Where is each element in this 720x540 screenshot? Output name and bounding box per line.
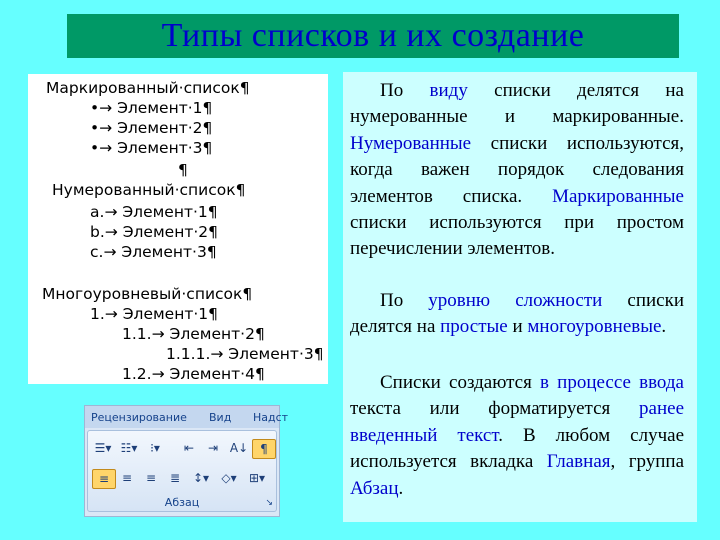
paragraph-group-body <box>87 430 277 512</box>
shading-button[interactable]: ◇▾ <box>221 471 237 485</box>
list-item <box>166 344 324 364</box>
list-item-text: → Элемент·4¶ <box>151 365 265 383</box>
dialog-launcher-icon[interactable]: ↘ <box>265 498 273 508</box>
bullet-marker: • <box>90 139 100 157</box>
increase-indent-button[interactable]: ⇥ <box>207 441 219 455</box>
paragraph-list-creation <box>350 370 684 502</box>
bullets-button[interactable]: ☰▾ <box>94 441 112 455</box>
text-segment: , группа <box>610 451 684 473</box>
borders-button[interactable]: ⊞▾ <box>248 471 266 485</box>
list-item-text: → Элемент·3¶ <box>99 139 213 157</box>
list-item-text: → Элемент·1¶ <box>104 203 218 221</box>
number-marker: c. <box>90 243 104 261</box>
highlighted-term: уровню сложности <box>428 290 603 311</box>
align-center-button[interactable]: ≡ <box>121 471 133 485</box>
highlighted-term: простые <box>440 316 508 338</box>
list-item-text: → Элемент·1¶ <box>99 99 213 117</box>
tab-addins[interactable]: Надст <box>253 411 289 424</box>
text-segment: списки используются при простом перечислении элементов. <box>350 212 684 260</box>
explanation-text-panel <box>343 72 697 522</box>
decrease-indent-button[interactable]: ⇤ <box>183 441 195 455</box>
highlighted-term: многоуровневые <box>527 316 662 338</box>
text-segment: списки делятся на нумерованные и маркированные. <box>350 80 684 128</box>
list-item <box>90 118 212 138</box>
empty-paragraph-mark: ¶ <box>178 161 188 179</box>
highlighted-term: Маркированные <box>552 185 684 207</box>
list-item <box>90 138 212 158</box>
number-marker: 1. <box>90 305 105 323</box>
list-item <box>90 202 218 222</box>
text-segment: Списки создаются <box>380 372 541 393</box>
line-spacing-button[interactable]: ↕▾ <box>192 471 210 485</box>
align-left-button[interactable]: ≡ <box>92 469 116 489</box>
number-marker: 1.2. <box>122 365 152 383</box>
numbering-button[interactable]: ☷▾ <box>120 441 138 455</box>
tab-view[interactable]: Вид <box>209 411 232 424</box>
number-marker: 1.1.1. <box>166 345 211 363</box>
numbered-list-heading: Нумерованный·список¶ <box>52 181 246 199</box>
text-segment: По <box>380 80 430 101</box>
paragraph-ribbon-group <box>84 405 289 517</box>
tab-review[interactable]: Рецензирование <box>91 411 187 424</box>
text-segment: . <box>398 477 404 499</box>
highlighted-term: ранее введенный текст <box>350 398 684 446</box>
number-marker: 1.1. <box>122 325 152 343</box>
text-segment: По <box>380 290 429 311</box>
text-segment: . В любом случае используется вкладка <box>350 424 685 473</box>
list-item <box>90 304 218 324</box>
sort-button[interactable]: A↓ <box>229 441 249 455</box>
highlighted-term: в процессе ввода <box>540 372 684 393</box>
list-item-text: → Элемент·1¶ <box>104 305 219 323</box>
slide-title: Типы списков и их создание <box>67 14 679 58</box>
list-item <box>122 324 265 344</box>
highlighted-term: Абзац <box>350 477 399 499</box>
highlighted-term: Нумерованные <box>350 132 472 154</box>
paragraph-list-types-by-kind <box>350 78 684 263</box>
list-item-text: → Элемент·3¶ <box>103 243 217 261</box>
list-examples-document <box>28 74 328 384</box>
ribbon-tab-bar <box>85 406 289 428</box>
justify-button[interactable]: ≣ <box>169 471 181 485</box>
bulleted-list-heading: Маркированный·список¶ <box>46 79 250 97</box>
number-marker: a. <box>90 203 105 221</box>
list-item-text: → Элемент·2¶ <box>104 223 219 241</box>
text-segment: списки используются, когда важен порядок следования элементов списка. <box>350 132 684 207</box>
text-segment: . <box>661 316 667 338</box>
list-item <box>90 98 212 118</box>
text-segment: текста или форматируется <box>350 398 640 420</box>
list-item-text: → Элемент·2¶ <box>99 119 213 137</box>
text-segment: списки делятся на <box>350 290 684 338</box>
number-marker: b. <box>90 223 105 241</box>
highlighted-term: Главная <box>546 451 611 473</box>
bullet-marker: • <box>90 99 100 117</box>
highlighted-term: виду <box>429 80 468 101</box>
list-item-text: → Элемент·2¶ <box>151 325 265 343</box>
list-item <box>90 222 218 242</box>
multilevel-list-button[interactable]: ⁝▾ <box>150 441 160 455</box>
show-formatting-marks-button[interactable]: ¶ <box>252 439 276 459</box>
paragraph-list-types-by-complexity <box>350 288 684 341</box>
multilevel-list-heading: Многоуровневый·список¶ <box>42 285 253 303</box>
bullet-marker: • <box>90 119 100 137</box>
text-segment: и <box>507 316 528 338</box>
ribbon-group-label: Абзац <box>164 496 200 509</box>
list-item-text: → Элемент·3¶ <box>210 345 324 363</box>
list-item <box>90 242 217 262</box>
align-right-button[interactable]: ≡ <box>145 471 157 485</box>
list-item <box>122 364 265 384</box>
